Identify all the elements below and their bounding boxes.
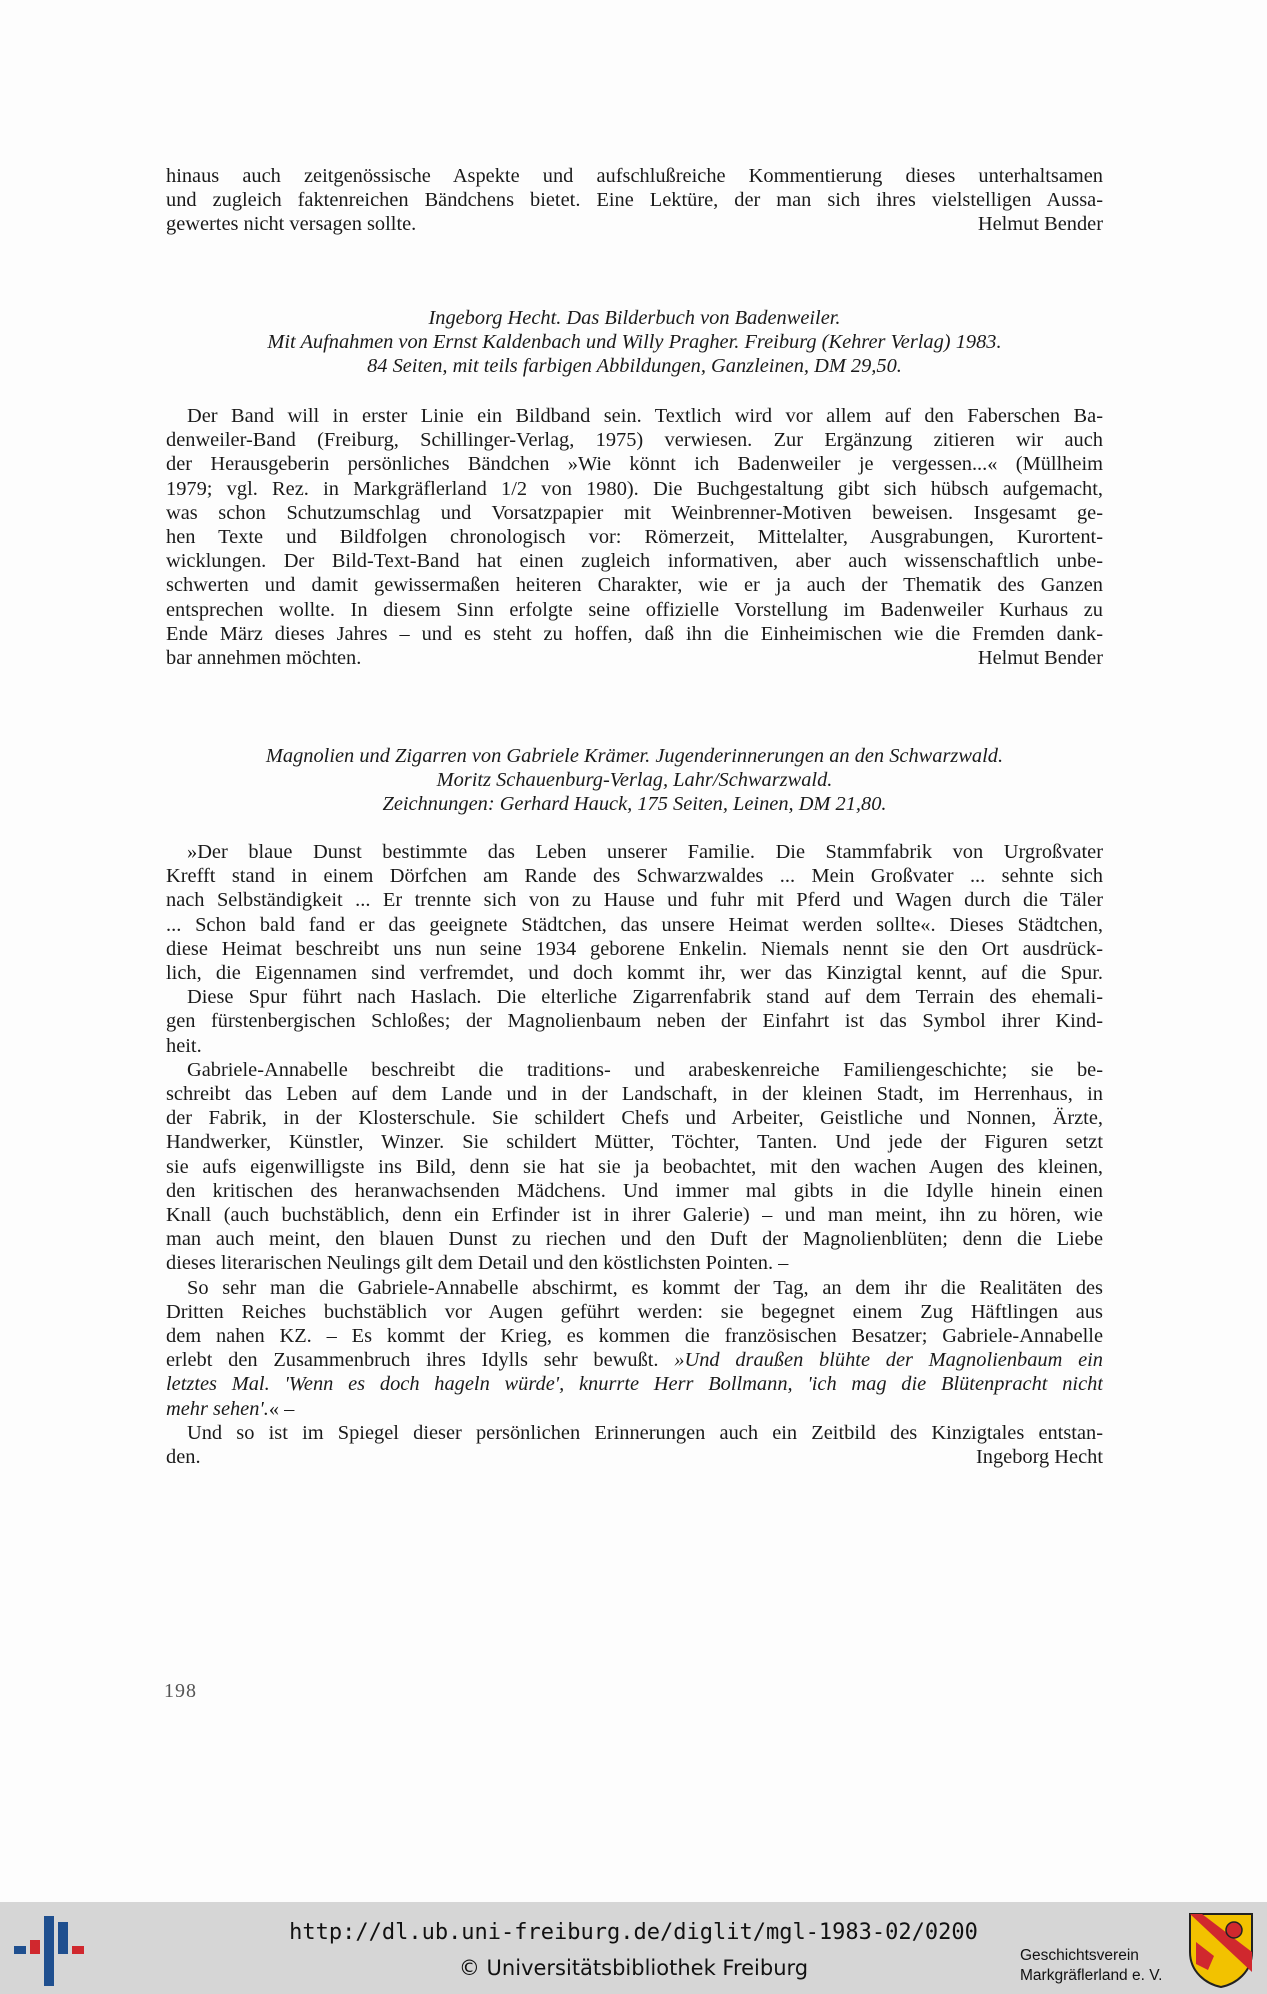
text-line: hen Texte und Bildfolgen chronologisch vor: Römerzeit, Mittelalter, Ausgrabungen, Kurortent- — [166, 526, 1103, 549]
heading-line: Magnolien und Zigarren von Gabriele Krämer. Jugenderinnerungen an den Schwarzwald. — [265, 745, 1004, 767]
text-line: denweiler-Band (Freiburg, Schillinger-Verlag, 1975) verwiesen. Zur Ergänzung zitieren wir auch — [166, 429, 1103, 452]
text-line: lich, die Eigennamen sind verfremdet, und doch kommt ihr, wer das Kinzigtal kennt, auf die Spur. — [166, 962, 1103, 985]
quote-run: letztes Mal. 'Wenn es doch hageln würde', knurrte Herr Bollmann, 'ich mag die Blütenpracht nicht — [166, 1373, 1103, 1396]
text-line: Krefft stand in einem Dörfchen am Rande des Schwarzwaldes ... Mein Großvater ... sehnte sich — [166, 865, 1103, 888]
text-line: dem nahen KZ. – Es kommt der Krieg, es kommen die französischen Besatzer; Gabriele-Annabelle — [166, 1325, 1103, 1348]
text-line: schwerten und damit gewissermaßen heiteren Charakter, wie er ja auch der Thematik des Ganzen — [166, 574, 1103, 597]
closing-line — [166, 212, 1103, 236]
review-prev-text — [166, 164, 1103, 237]
text-run: « – — [268, 1397, 295, 1420]
review2-body — [166, 840, 1103, 1469]
text-line: diese Heimat beschreibt uns nun seine 1934 geborene Enkelin. Niemals nennt sie den Ort ausdrück- — [166, 937, 1103, 960]
heading-line: Moritz Schauenburg-Verlag, Lahr/Schwarzwald. — [436, 769, 833, 792]
society-name — [1020, 1946, 1162, 1986]
text-run: erlebt den Zusammenbruch ihres Idylls sehr bewußt. — [166, 1349, 675, 1372]
text-line: »Der blaue Dunst bestimmte das Leben unserer Familie. Die Stammfabrik von Urgroßvater — [187, 841, 1103, 863]
text-line — [166, 1348, 1103, 1372]
reviewer-signature: Helmut Bender — [977, 647, 1103, 670]
society-line: Markgräflerland e. V. — [1020, 1967, 1163, 1984]
quote-run: »Und draußen blühte der Magnolienbaum ein — [674, 1349, 1103, 1372]
text-line: 1979; vgl. Rez. in Markgräflerland 1/2 von 1980). Die Buchgestaltung gibt sich hübsch aufgemacht, — [166, 477, 1103, 500]
text-line: den. — [166, 1446, 201, 1469]
page-number: 198 — [164, 1680, 197, 1702]
text-line: Ende März dieses Jahres – und es steht zu hoffen, daß ihn die Einheimischen wie die Fremden dank- — [166, 622, 1103, 645]
coat-of-arms-icon — [1188, 1912, 1254, 1988]
text-line: den kritischen des heranwachsenden Mädchens. Und immer mal gibts in die Idylle hinein einen — [166, 1179, 1103, 1202]
text-line: Der Band will in erster Linie ein Bildband sein. Textlich wird vor allem auf den Faberschen Ba- — [187, 405, 1103, 427]
text-line: man auch meint, den blauen Dunst zu riechen und den Duft der Magnolienblüten; denn die Liebe — [166, 1228, 1103, 1251]
footer-bar — [0, 1902, 1267, 1994]
reviewer-signature: Ingeborg Hecht — [975, 1446, 1103, 1469]
text-line: was schon Schutzumschlag und Vorsatzpapier mit Weinbrenner-Motiven beweisen. Insgesamt ge- — [166, 501, 1103, 524]
text-line: Dritten Reiches buchstäblich vor Augen geführt werden: sie begegnet einem Zug Häftlingen aus — [166, 1300, 1103, 1323]
copyright-notice: © Universitätsbibliothek Freiburg — [458, 1956, 809, 1980]
society-line: Geschichtsverein — [1020, 1947, 1139, 1964]
text-line: wicklungen. Der Bild-Text-Band hat einen zugleich informativen, aber auch wissenschaftlich unbe- — [166, 550, 1103, 573]
text-line: entsprechen wollte. In diesem Sinn erfolgte seine offizielle Vorstellung im Badenweiler Kurhaus zu — [166, 598, 1103, 621]
closing-line — [166, 646, 1103, 670]
review1-heading — [166, 306, 1103, 379]
heading-line: Mit Aufnahmen von Ernst Kaldenbach und Willy Pragher. Freiburg (Kehrer Verlag) 1983. — [267, 331, 1002, 354]
text-line: bar annehmen möchten. — [166, 647, 362, 670]
text-line: Handwerker, Künstler, Winzer. Sie schildert Mütter, Töchter, Tanten. Und jede der Figuren setzt — [166, 1131, 1103, 1154]
text-line: schreibt das Leben auf dem Lande und in der Landschaft, in der kleinen Stadt, im Herrenhaus, in — [166, 1083, 1103, 1106]
text-line: der Herausgeberin persönliches Bändchen »Wie könnt ich Badenweiler je vergessen...« (Müllheim — [166, 453, 1103, 476]
heading-line: 84 Seiten, mit teils farbigen Abbildungen, Ganzleinen, DM 29,50. — [367, 355, 902, 378]
text-line: dieses literarischen Neulings gilt dem Detail und den köstlichsten Pointen. – — [166, 1252, 789, 1275]
text-line: gen fürstenbergischen Schloßes; der Magnolienbaum neben der Einfahrt ist das Symbol ihrer Kind- — [166, 1010, 1103, 1033]
text-line: heit. — [166, 1034, 202, 1057]
text-line: Knall (auch buchstäblich, denn ein Erfinder ist in ihrer Galerie) – und man meint, ihn zu hören, wie — [166, 1204, 1103, 1227]
closing-line — [166, 1445, 1103, 1469]
text-line: sie aufs eigenwilligste ins Bild, denn sie hat sie ja beobachtet, mit den wachen Augen des kleinen, — [166, 1155, 1103, 1178]
text-line: Und so ist im Spiegel dieser persönlichen Erinnerungen auch ein Zeitbild des Kinzigtales entstan- — [187, 1421, 1103, 1444]
text-line: und zugleich faktenreichen Bändchens bietet. Eine Lektüre, der man sich ihres vielstelligen Aussa- — [166, 189, 1103, 212]
text-line: Diese Spur führt nach Haslach. Die elterliche Zigarrenfabrik stand auf dem Terrain des ehemali- — [187, 986, 1103, 1009]
review1-body — [166, 404, 1103, 670]
text-line: gewertes nicht versagen sollte. — [166, 213, 417, 236]
text-line: hinaus auch zeitgenössische Aspekte und aufschlußreiche Kommentierung dieses unterhaltsamen — [166, 165, 1103, 187]
text-line: ... Schon bald fand er das geeignete Städtchen, das unsere Heimat werden sollte«. Dieses Städtchen, — [166, 913, 1103, 936]
review2-heading — [166, 744, 1103, 817]
permalink[interactable]: http://dl.ub.uni-freiburg.de/diglit/mgl-1983-02/0200 — [289, 1920, 978, 1945]
quote-run: mehr sehen'. — [166, 1397, 269, 1420]
reviewer-signature: Helmut Bender — [977, 213, 1103, 236]
heading-line: Zeichnungen: Gerhard Hauck, 175 Seiten, Leinen, DM 21,80. — [382, 793, 887, 816]
text-line: nach Selbständigkeit ... Er trennte sich von zu Hause und fuhr mit Pferd und Wagen durch die Täler — [166, 889, 1103, 912]
text-line: Gabriele-Annabelle beschreibt die traditions- und arabeskenreiche Familiengeschichte; sie be- — [187, 1058, 1103, 1081]
text-line — [166, 1397, 1103, 1421]
text-line — [166, 1372, 1103, 1396]
heading-line: Ingeborg Hecht. Das Bilderbuch von Badenweiler. — [428, 307, 841, 329]
text-line: der Fabrik, in der Klosterschule. Sie schildert Chefs und Arbeiter, Geistliche und Nonnen, Ärzte, — [166, 1107, 1103, 1130]
text-line: So sehr man die Gabriele-Annabelle abschirmt, es kommt der Tag, an dem ihr die Realitäten des — [187, 1276, 1103, 1299]
